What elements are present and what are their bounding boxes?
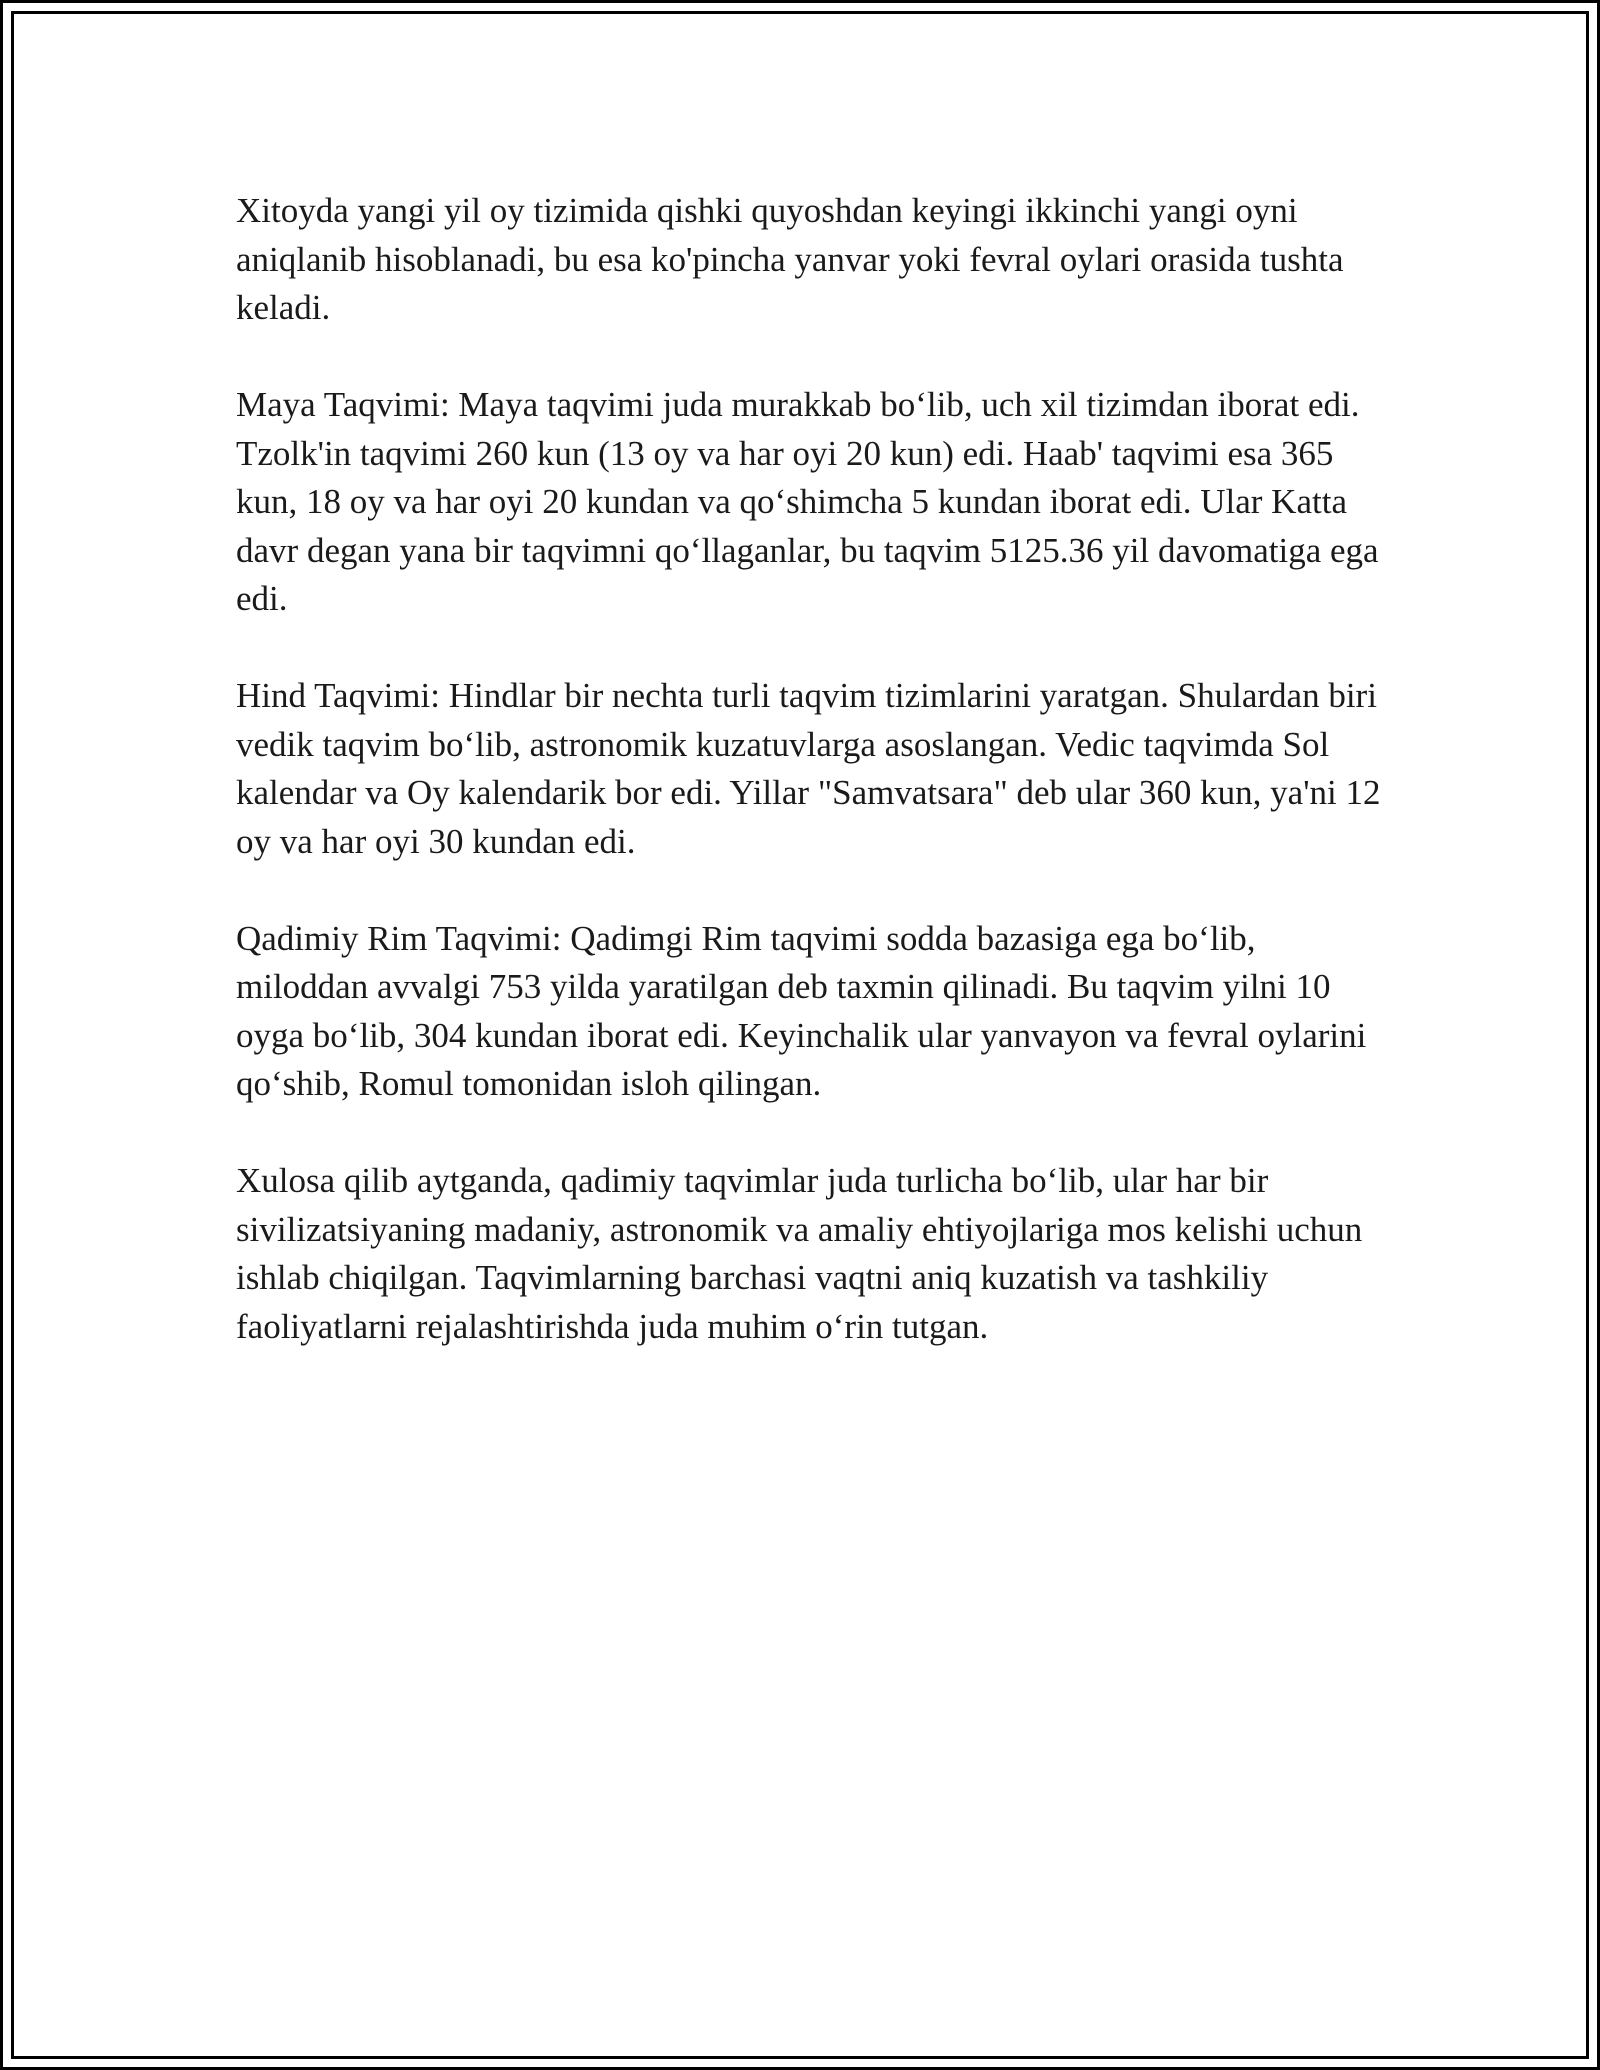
- paragraph-maya-calendar: Maya Taqvimi: Maya taqvimi juda murakkab bo‘lib, uch xil tizimdan iborat edi. Tzolk'in taqvimi 260 kun (13 oy va har oyi 20 kun) edi. Haab' taqvimi esa 365 kun, 18 oy va har oyi 20 kundan va qo‘shimcha 5 kundan iborat edi. Ular Katta davr degan yana bir taqvimni qo‘llaganlar, bu taqvim 5125.36 yil davomatiga ega edi.: [236, 385, 1379, 618]
- paragraph-conclusion: Xulosa qilib aytganda, qadimiy taqvimlar juda turlicha bo‘lib, ular har bir sivilizatsiyaning madaniy, astronomik va amaliy ehtiyojlariga mos kelishi uchun ishlab chiqilgan. Taqvimlarning barchasi vaqtni aniq kuzatish va tashkiliy faoliyatlarni rejalashtirishda juda muhim o‘rin tutgan.: [236, 1161, 1363, 1346]
- paragraph-roman-calendar: Qadimiy Rim Taqvimi: Qadimgi Rim taqvimi sodda bazasiga ega bo‘lib, miloddan avvalgi 753 yilda yaratilgan deb taxmin qilinadi. Bu taqvim yilni 10 oyga bo‘lib, 304 kundan iborat edi. Keyinchalik ular yanvayon va fevral oylarini qo‘shib, Romul tomonidan isloh qilingan.: [236, 918, 1367, 1103]
- paragraph-hindu-calendar: Hind Taqvimi: Hindlar bir nechta turli taqvim tizimlarini yaratgan. Shulardan biri vedik taqvim bo‘lib, astronomik kuzatuvlarga asoslangan. Vedic taqvimda Sol kalendar va Oy kalendarik bor edi. Yillar "Samvatsara" deb ular 360 kun, ya'ni 12 oy va har oyi 30 kundan edi.: [236, 676, 1381, 861]
- paragraph-chinese-calendar: Xitoyda yangi yil oy tizimida qishki quyoshdan keyingi ikkinchi yangi oyni aniqlanib hisoblanadi, bu esa ko'pincha yanvar yoki fevral oylari orasida tushta keladi.: [236, 191, 1344, 327]
- document-body: [236, 187, 1386, 1351]
